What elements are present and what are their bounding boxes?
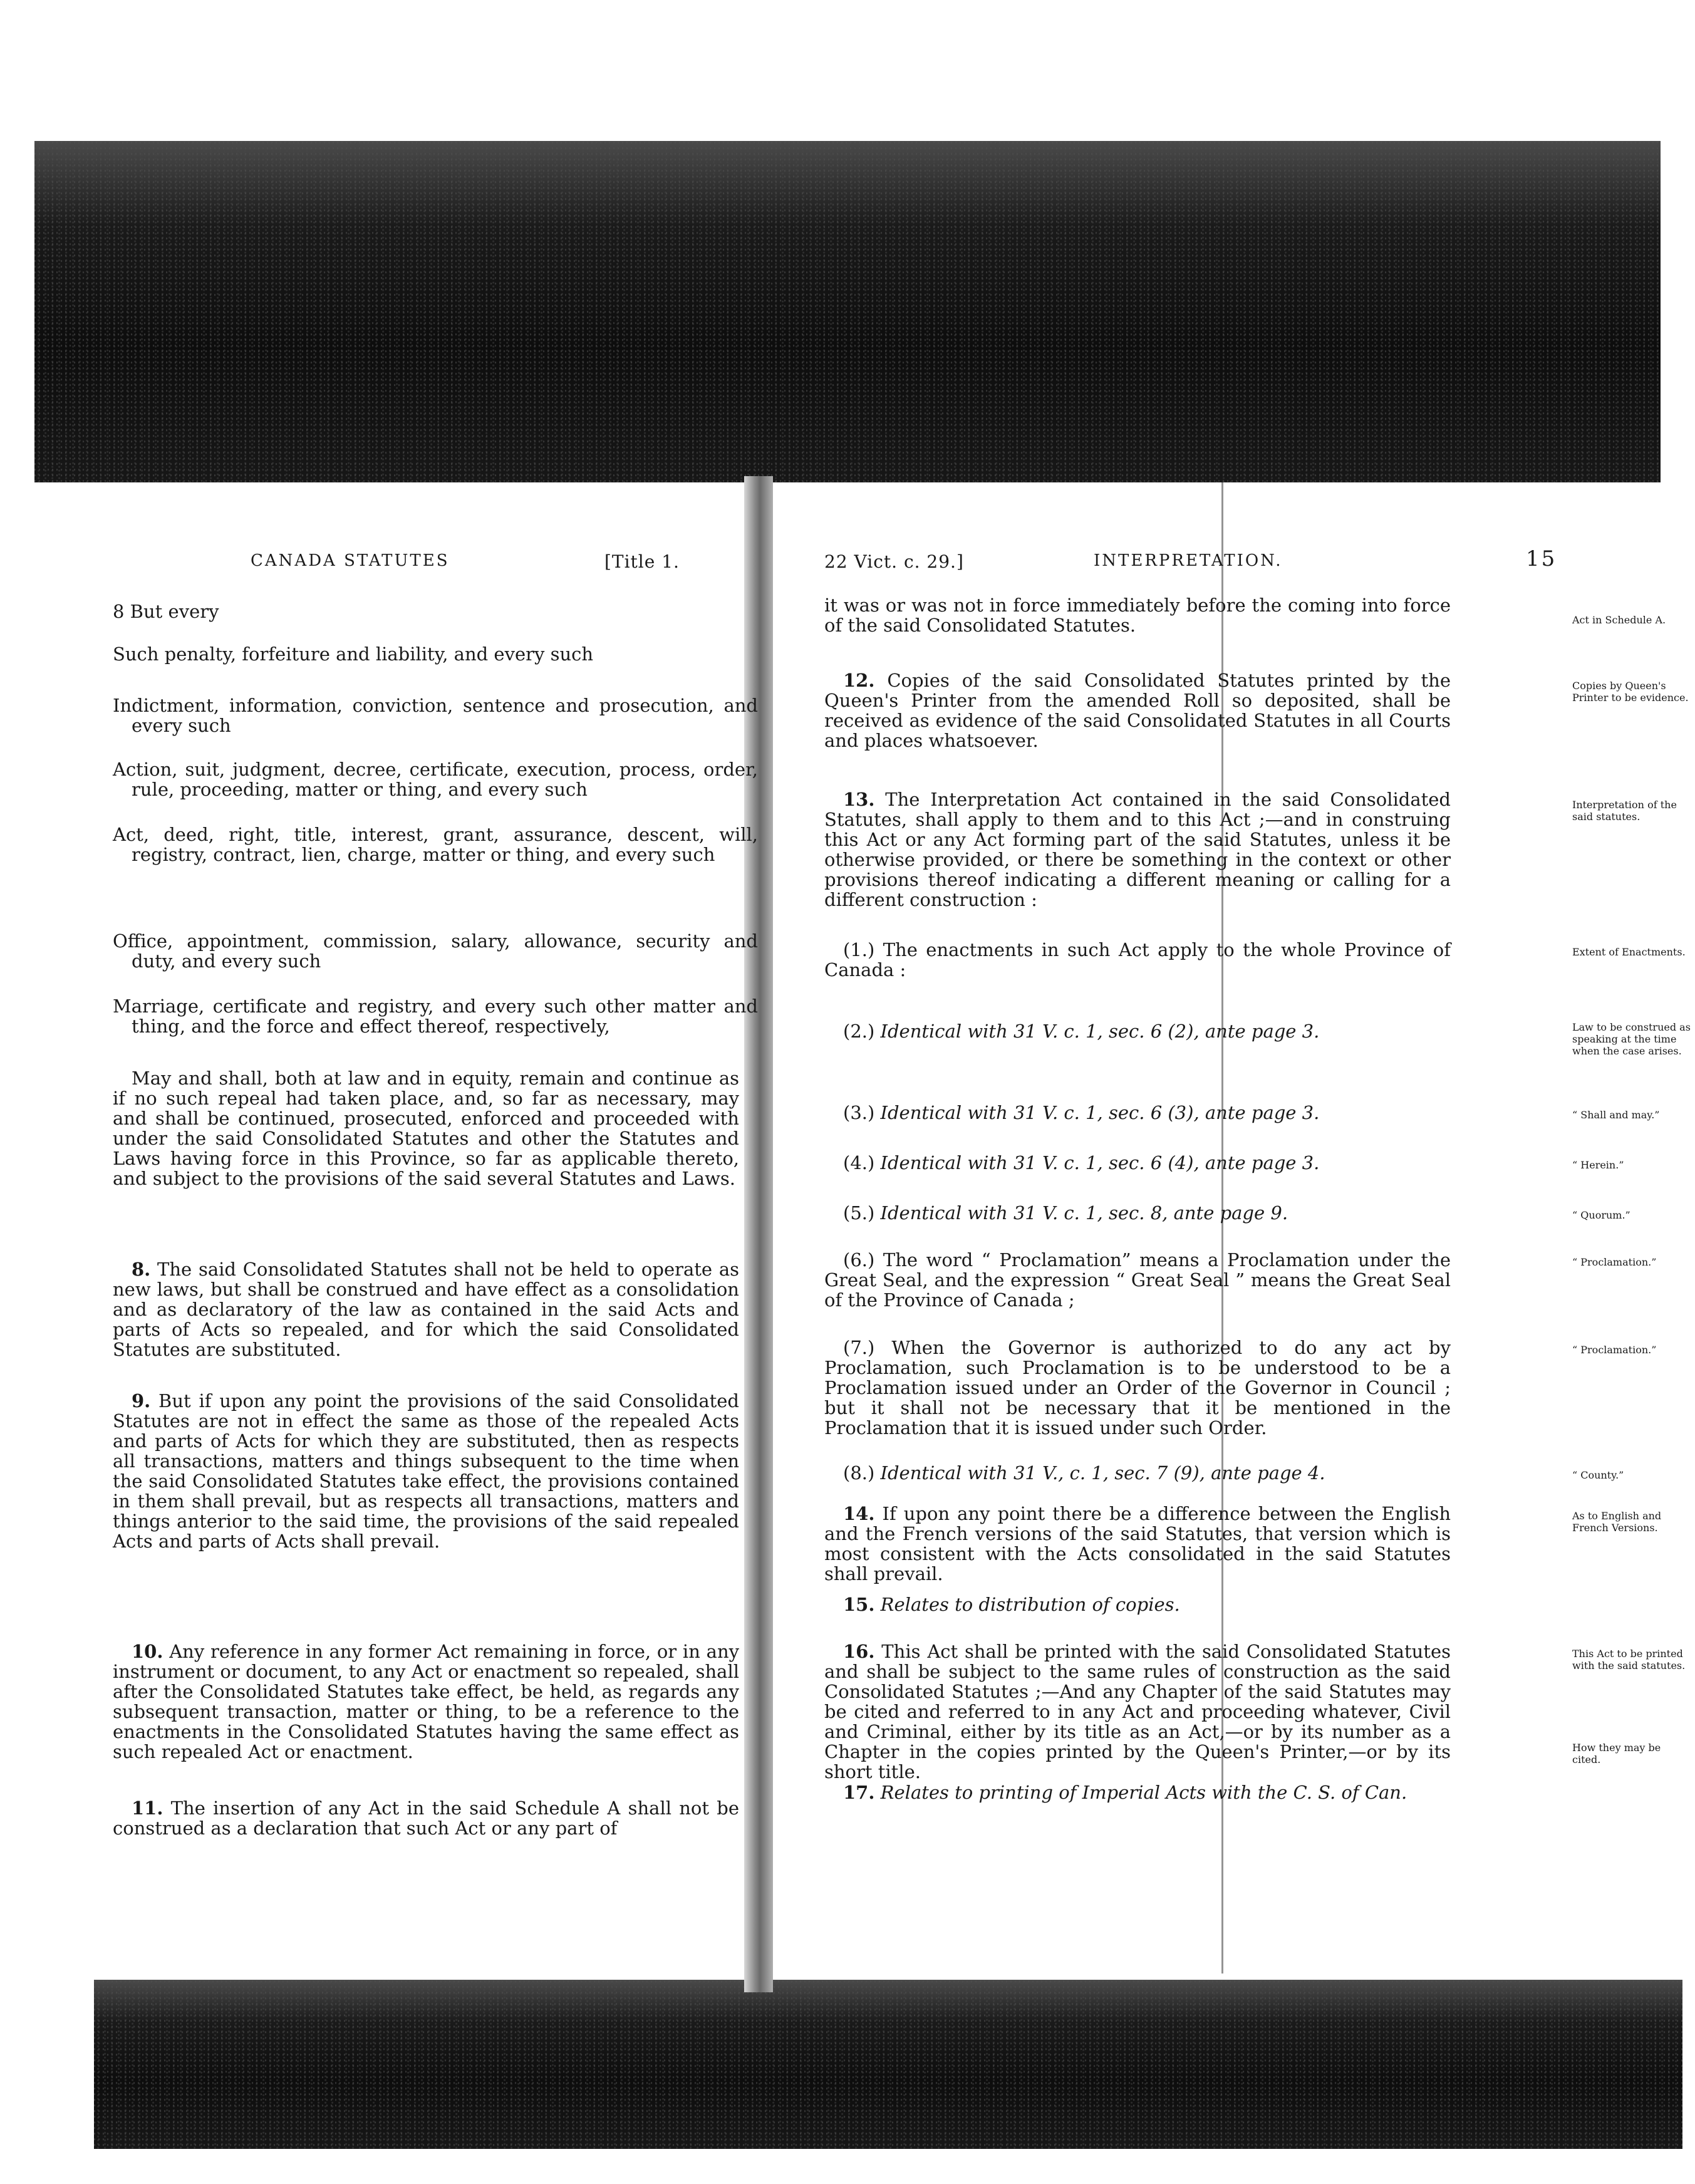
section-number: 13. (843, 789, 875, 810)
list-item: Such penalty, forfeiture and liability, and every such (113, 643, 594, 665)
subsection-number: (8.) (843, 1462, 875, 1484)
section-8 (113, 1259, 739, 1360)
section-number: 14. (843, 1503, 875, 1524)
section-text: Any reference in any former Act remaining in force, or in any instrument or document, to any Act or enactment so repealed, shall after the Consolidated Statutes take effect, be held, as regards any subsequent transaction, matter or thing, to be a reference to the enactments in the Consolidated Statutes having the same effect as such repealed Act or enactment. (113, 1641, 740, 1762)
subsection-1: (1.) The enactments in such Act apply to the whole Province of Canada : (824, 939, 1451, 980)
subsection-number: (4.) (843, 1152, 875, 1173)
margin-note: Extent of Enactments. (1572, 946, 1686, 958)
section-number: 17. (843, 1782, 875, 1803)
subsection-4 (824, 1153, 1451, 1173)
margin-note: “ Quorum.” (1572, 1209, 1630, 1221)
section-14 (824, 1504, 1451, 1584)
section-13 (824, 789, 1451, 910)
subsection-2 (824, 1021, 1451, 1041)
subsection-3 (824, 1103, 1451, 1123)
margin-note: “ Herein.” (1572, 1159, 1624, 1171)
left-page (38, 482, 758, 1986)
margin-note: “ Shall and may.” (1572, 1109, 1660, 1121)
scan-dark-band-bottom (94, 1980, 1682, 2149)
section-text: The said Consolidated Statutes shall not be held to operate as new laws, but shall be construed and have effect as a consolidation and as declaratory of the law as contained in the said Acts and parts of Acts so repealed, and for which the said Consolidated Statutes are substituted. (113, 1259, 739, 1360)
margin-notes-column (1572, 482, 1694, 1986)
section-text: If upon any point there be a difference between the English and the French versions of the said Statutes, that version which is most consistent with the Acts consolidated in the said Statutes shall prevail. (824, 1503, 1451, 1584)
section-number: 15. (843, 1594, 875, 1615)
left-title-ref: [Title 1. (604, 551, 680, 572)
section-number: 8. (132, 1259, 151, 1280)
continuation-paragraph: May and shall, both at law and in equity, remain and continue as if no such repeal had taken place, and, so far as necessary, may and shall be continued, prosecuted, enforced and proceeded with under the said Consolidated Statutes and other the Statutes and Laws having force in this Province, so far as applicable thereto, and subject to the provisions of the said several Statutes and Laws. (113, 1068, 739, 1189)
subsection-number: (3.) (843, 1102, 875, 1123)
right-page (774, 482, 1570, 1986)
margin-note: “ Proclamation.” (1572, 1256, 1657, 1268)
section-number: 12. (843, 670, 875, 691)
list-item: Office, appointment, commission, salary, allowance, security and duty, and every such (113, 930, 758, 972)
section-17 (824, 1782, 1451, 1802)
subsection-5 (824, 1203, 1451, 1223)
carry-over-paragraph: it was or was not in force immediately before the coming into force of the said Consolidated Statutes. (824, 595, 1451, 636)
subsection-text: Identical with 31 V. c. 1, sec. 8, ante page 9. (880, 1202, 1288, 1224)
section-16 (824, 1641, 1451, 1782)
section-text: Copies of the said Consolidated Statutes printed by the Queen's Printer from the amended Roll so deposited, shall be received as evidence of the said Consolidated Statutes in all Courts and places whatsoever. (824, 670, 1451, 751)
margin-note: Act in Schedule A. (1572, 614, 1666, 626)
subsection-8 (824, 1463, 1451, 1483)
list-item: Indictment, information, conviction, sentence and prosecution, and every such (113, 695, 758, 736)
section-11 (113, 1798, 739, 1838)
margin-note: Law to be construed as speaking at the time when the case arises. (1572, 1021, 1691, 1057)
margin-note: “ Proclamation.” (1572, 1344, 1657, 1356)
margin-note: As to English and French Versions. (1572, 1510, 1662, 1534)
margin-note: Interpretation of the said statutes. (1572, 799, 1677, 823)
margin-note: This Act to be printed with the said statutes. (1572, 1648, 1686, 1672)
subsection-number: (5.) (843, 1202, 875, 1224)
subsection-number: (2.) (843, 1021, 875, 1042)
section-10 (113, 1641, 739, 1762)
section-number: 10. (132, 1641, 163, 1662)
subsection-text: Identical with 31 V. c. 1, sec. 6 (2), ante page 3. (880, 1021, 1320, 1042)
subsection-text: Identical with 31 V. c. 1, sec. 6 (3), ante page 3. (880, 1102, 1320, 1123)
margin-note: How they may be cited. (1572, 1742, 1661, 1765)
left-running-head: CANADA STATUTES (251, 551, 450, 570)
intro-line: 8 But every (113, 601, 219, 622)
section-text: Relates to distribution of copies. (880, 1594, 1180, 1615)
list-item: Act, deed, right, title, interest, grant, assurance, descent, will, registry, contract, lien, charge, matter or thing, and every such (113, 824, 758, 865)
list-item: Action, suit, judgment, decree, certificate, execution, process, order, rule, proceeding, matter or thing, and every such (113, 759, 758, 800)
section-15 (824, 1594, 1451, 1615)
section-9 (113, 1391, 739, 1551)
section-text: The Interpretation Act contained in the said Consolidated Statutes, shall apply to them and to this Act ;—and in construing this Act or any Act forming part of the said Statutes, unless it be otherwise provided, or there be something in the context or other provisions thereof indicating a different meaning or calling for a different construction : (824, 789, 1451, 910)
right-running-head: INTERPRETATION. (1094, 551, 1283, 570)
section-text: This Act shall be printed with the said Consolidated Statutes and shall be subject to the same rules of construction as the said Consolidated Statutes ;—And any Chapter of the said Statutes may be cited and referred to in any Act and proceeding whatever, Civil and Criminal, either by its title as an Act,—or by its number as a Chapter in the copies printed by the Queen's Printer,—or by its short title. (824, 1641, 1451, 1782)
subsection-text: Identical with 31 V., c. 1, sec. 7 (9), ante page 4. (880, 1462, 1325, 1484)
margin-note: “ County.” (1572, 1469, 1624, 1481)
section-number: 16. (843, 1641, 875, 1662)
section-text: Relates to printing of Imperial Acts with the C. S. of Can. (880, 1782, 1407, 1803)
section-number: 9. (132, 1390, 151, 1412)
page-number: 15 (1526, 546, 1557, 571)
list-item: Marriage, certificate and registry, and every such other matter and thing, and the force and effect thereof, respectively, (113, 996, 758, 1037)
section-text: The insertion of any Act in the said Schedule A shall not be construed as a declaration that such Act or any part of (113, 1797, 739, 1839)
section-text: But if upon any point the provisions of the said Consolidated Statutes are not in effect the same as those of the repealed Acts and parts of Acts for which they are substituted, then as respects all transactions, matters and things subsequent to the time when the said Consolidated Statutes take effect, the provisions contained in them shall prevail, but as respects all transactions, matters and things anterior to the said time, the provisions of the said repealed Acts and parts of Acts shall prevail. (113, 1390, 739, 1552)
subsection-7: (7.) When the Governor is authorized to do any act by Proclamation, such Proclamation is to be understood to be a Proclamation issued under an Order of the Governor in Council ; but it shall not be necessary that it be mentioned in the Proclamation that it is issued under such Order. (824, 1337, 1451, 1438)
subsection-text: Identical with 31 V. c. 1, sec. 6 (4), ante page 3. (880, 1152, 1320, 1173)
margin-note: Copies by Queen's Printer to be evidence. (1572, 680, 1689, 704)
section-number: 11. (132, 1797, 163, 1819)
section-12 (824, 670, 1451, 751)
scan-dark-band-top (34, 141, 1661, 482)
subsection-6: (6.) The word “ Proclamation” means a Proclamation under the Great Seal, and the expression “ Great Seal ” means the Great Seal of the Province of Canada ; (824, 1249, 1451, 1311)
right-running-ref: 22 Vict. c. 29.] (824, 551, 964, 572)
